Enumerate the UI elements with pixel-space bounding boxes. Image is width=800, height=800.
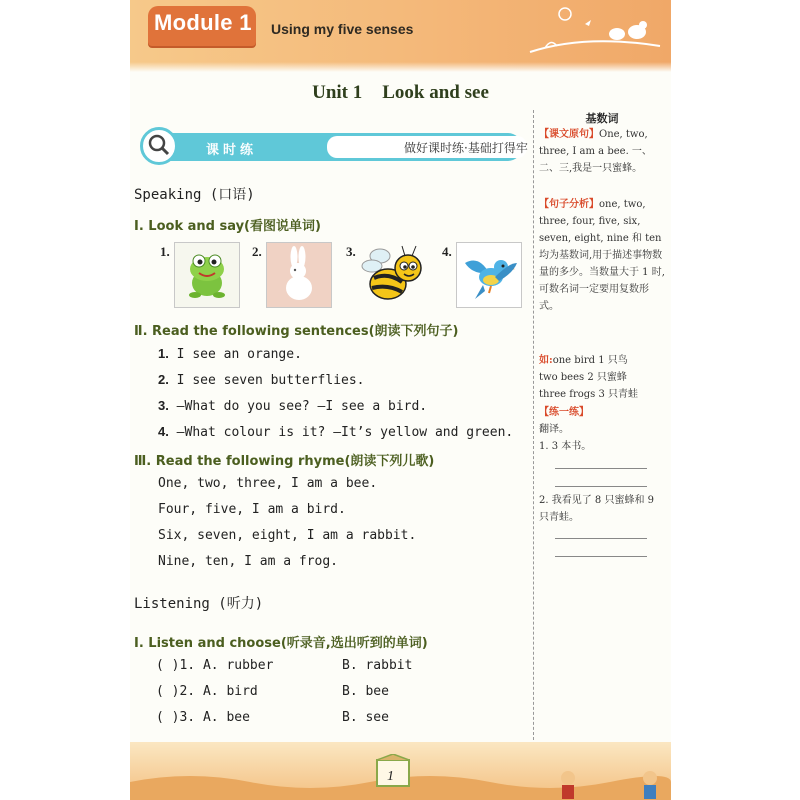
- picture-number: 4.: [442, 244, 452, 259]
- answer-line[interactable]: [555, 538, 647, 539]
- read-sentences-heading: Ⅱ. Read the following sentences(朗读下列句子): [134, 324, 459, 339]
- grammar-sidebar: [533, 104, 671, 724]
- choice-item[interactable]: ( )1. A. rubber: [156, 658, 274, 673]
- unit-title: Unit 1 Look and see: [312, 82, 489, 103]
- choice-option-b[interactable]: B. bee: [342, 684, 389, 699]
- rhyme-line: Nine, ten, I am a frog.: [158, 554, 339, 569]
- magnifier-icon: [140, 127, 178, 165]
- sentence-item: 2. I see seven butterflies.: [158, 372, 365, 388]
- choice-item[interactable]: ( )2. A. bird: [156, 684, 258, 699]
- sidebar-exercise-2: 2. 我看见了 8 只蜜蜂和 9 只青蛙。: [539, 495, 654, 523]
- answer-line[interactable]: [555, 468, 647, 469]
- speaking-heading: Speaking (口语): [134, 187, 255, 203]
- sidebar-analysis: 【句子分析】one, two, three, four, five, six, seven, eight, nine 和 ten 均为基数词,用于描述事物数量的多少。当数量大于 1 时,可数名词一定要用复数形式。: [539, 199, 665, 312]
- sentence-item: 1. I see an orange.: [158, 346, 302, 362]
- bird-icon: [456, 242, 522, 308]
- answer-line[interactable]: [555, 556, 647, 557]
- read-rhyme-heading: Ⅲ. Read the following rhyme(朗读下列儿歌): [134, 454, 435, 469]
- look-and-say-heading: Ⅰ. Look and say(看图说单词): [134, 219, 321, 234]
- sentence-item: 4. —What colour is it? —It’s yellow and green.: [158, 424, 514, 440]
- rhyme-line: Six, seven, eight, I am a rabbit.: [158, 528, 417, 543]
- workbook-page: [130, 0, 671, 800]
- page-number: 1: [387, 769, 394, 784]
- module-subtitle: Using my five senses: [271, 21, 414, 37]
- choice-option-b[interactable]: B. see: [342, 710, 389, 725]
- sentence-item: 3. —What do you see? —I see a bird.: [158, 398, 428, 414]
- picture-number: 3.: [346, 244, 356, 259]
- choice-option-b[interactable]: B. rabbit: [342, 658, 413, 673]
- sidebar-examples: 如:one bird 1 只鸟 two bees 2 只蜜蜂 three frogs 3 只青蛙: [539, 355, 639, 400]
- rhyme-line: One, two, three, I am a bee.: [158, 476, 378, 491]
- sidebar-original-sentence: 【课文原句】One, two, three, I am a bee. 一、二、三,我是一只蜜蜂。: [539, 129, 652, 174]
- listening-heading: Listening (听力): [134, 596, 264, 612]
- bee-icon: [360, 242, 426, 308]
- answer-line[interactable]: [555, 486, 647, 487]
- picture-number: 2.: [252, 244, 262, 259]
- rabbit-icon: [266, 242, 332, 308]
- module-title: Module 1: [154, 10, 252, 35]
- picture-number: 1.: [160, 244, 170, 259]
- module-header: [130, 0, 671, 72]
- lesson-banner: [140, 127, 528, 167]
- banner-label: 课时练: [206, 143, 258, 158]
- sidebar-practice: 【练一练】 翻译。 1. 3 本书。: [539, 407, 592, 452]
- frog-icon: [174, 242, 240, 308]
- banner-slogan: 做好课时练·基础打得牢: [404, 141, 528, 155]
- choice-item[interactable]: ( )3. A. bee: [156, 710, 250, 725]
- rhyme-line: Four, five, I am a bird.: [158, 502, 346, 517]
- birds-branch-icon: [525, 4, 665, 64]
- sidebar-title: 基数词: [585, 112, 619, 125]
- listen-and-choose-heading: Ⅰ. Listen and choose(听录音,选出听到的单词): [134, 636, 428, 651]
